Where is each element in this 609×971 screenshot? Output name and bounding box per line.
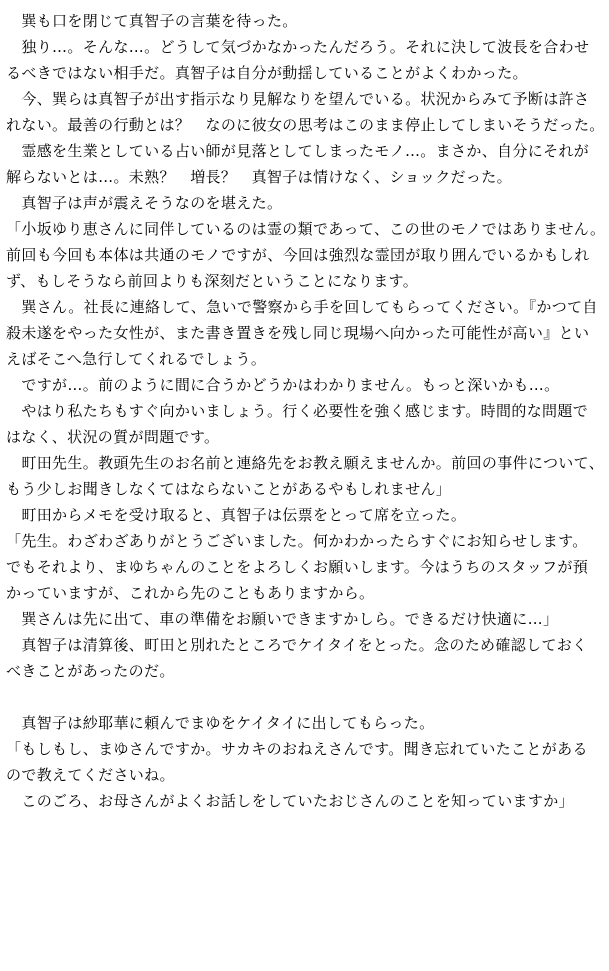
text-line: 巽も口を閉じて真智子の言葉を待った。 — [6, 12, 298, 30]
text-line: 巽さん。社長に連絡して、急いで警察から手を回してもらってください。『かつて自 — [6, 298, 598, 316]
ruby-base: 堪 — [220, 194, 237, 212]
text-line: 真智子は紗耶華に頼んでまゆをケイタイに出してもらった。 — [6, 714, 435, 732]
text-line: 「先生。わざわざありがとうございました。何かわかったらすぐにお知らせします。 — [6, 532, 588, 550]
text-line: れない。最善の行動とは？ なのに彼女の思考はこのまま停止してしまいそうだった。 — [6, 116, 605, 134]
text-line: 「小坂ゆり恵さんに同伴しているのは霊の類であって、この世のモノではありません。 — [6, 220, 605, 238]
text-line: 霊感を生業としている占い師が見落としてしまったモノ…。まさか、自分にそれが — [6, 142, 590, 160]
text-line: 「もしもし、まゆさんですか。サカキのおねえさんです。聞き忘れていたことがある — [6, 740, 588, 758]
text-line: 前回も今回も本体は共通のモノですが、今回は強烈な霊団が取り囲んでいるかもしれ — [6, 246, 590, 264]
ruby-annotation — [221, 190, 236, 216]
text-line: 今、巽らは真智子が出す指示なり見解なりを望んでいる。状況からみて予断は許さ — [6, 90, 590, 108]
text-line: 町田からメモを受け取ると、真智子は伝票をとって席を立った。 — [6, 506, 467, 524]
text-line: ですが…。前のように間に合うかどうかはわかりません。もっと深いかも…。 — [6, 376, 560, 394]
text-line: かっていますが、これから先のこともありますから。 — [6, 584, 375, 602]
text-line: べきことがあったのだ。 — [6, 662, 175, 680]
text-segment: えた。 — [236, 194, 283, 212]
text-line: もう少しお聞きしなくてはならないことがあるやもしれません」 — [6, 480, 452, 498]
text-line: 巽さんは先に出て、車の準備をお願いできますかしら。できるだけ快適に…」 — [6, 610, 559, 628]
text-line: 解らないとは…。未熟？ 増長？ 真智子は情けなく、ショックだった。 — [6, 168, 512, 186]
text-line: でもそれより、まゆちゃんのことをよろしくお願いします。今はうちのスタッフが預 — [6, 558, 589, 576]
text-line: 独り…。そんな…。どうして気づかなかったんだろう。それに決して波長を合わせ — [6, 38, 590, 56]
blank-line — [6, 684, 605, 710]
text-line: 殺未遂をやった女性が、また書き置きを残し同じ現場へ向かった可能性が高い』とい — [6, 324, 590, 342]
text-line-with-ruby — [6, 190, 605, 216]
text-segment: 真智子は声が震えそうなのを — [6, 194, 221, 212]
text-line: 町田先生。教頭先生のお名前と連絡先をお教え願えませんか。前回の事件について、 — [6, 454, 605, 472]
text-line: はなく、状況の質が問題です。 — [6, 428, 220, 446]
text-line: ので教えてくださいね。 — [6, 766, 175, 784]
text-line: ず、もしそうなら前回よりも深刻だということになります。 — [6, 272, 419, 290]
text-line: えばそこへ急行してくれるでしょう。 — [6, 350, 267, 368]
text-line: 真智子は清算後、町田と別れたところでケイタイをとった。念のため確認しておく — [6, 636, 588, 654]
text-line: るべきではない相手だ。真智子は自分が動揺していることがよくわかった。 — [6, 64, 528, 82]
text-line: このごろ、お母さんがよくお話しをしていたおじさんのことを知っていますか」 — [6, 792, 574, 810]
text-line: やはり私たちもすぐ向かいましょう。行く必要性を強く感じます。時間的な問題で — [6, 402, 589, 420]
